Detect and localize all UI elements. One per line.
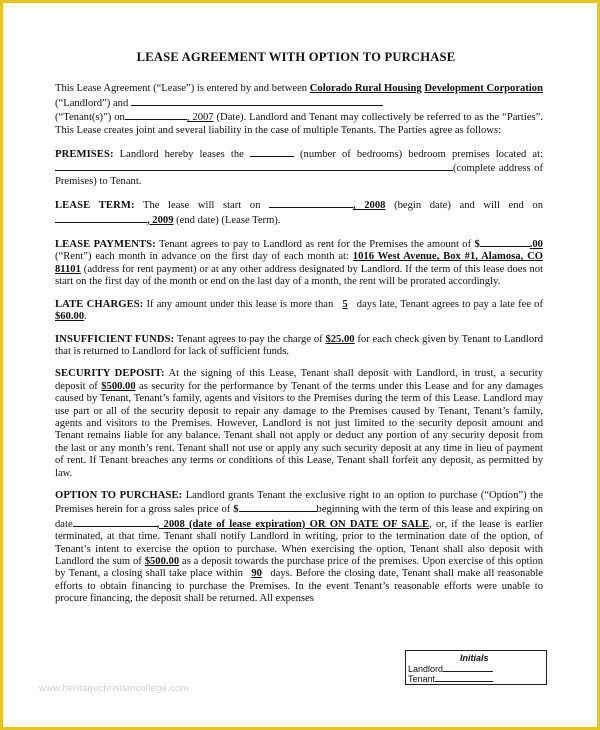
intro-text-5: (Date). Landlord and Tenant may collectively be referred to as the “Parties”. This Lease creates joint and several liability in the case of multiple Tenants. The Parties agree as follows:	[55, 112, 543, 136]
lease-payments-text-1: Tenant agrees to pay to Landlord as rent for the Premises the amount of	[155, 239, 475, 251]
lease-payments-text-2: (“Rent”) each month in advance on the first day of each month at:	[55, 251, 353, 263]
option-text-6: as a deposit towards the purchase price of the premises. Upon exercise of this option by Tenant, a closing shall take place within	[55, 556, 543, 580]
security-deposit-heading: SECURITY DEPOSIT:	[55, 368, 165, 380]
landlord-name-1: Colorado Rural Housing	[309, 83, 422, 95]
late-days: 5	[342, 298, 348, 310]
premises-address-blank[interactable]	[55, 161, 453, 171]
nsf-charge: $25.00	[325, 333, 355, 345]
landlord-initials-label: Landlord	[408, 664, 444, 674]
insufficient-funds-heading: INSUFFICIENT FUNDS:	[55, 333, 175, 345]
late-charges-text-1: If any amount under this lease is more than	[143, 298, 337, 310]
lease-term-heading: LEASE TERM:	[55, 200, 135, 212]
bedrooms-blank[interactable]	[250, 147, 294, 157]
lease-term-paragraph	[55, 198, 543, 227]
lease-body	[55, 51, 543, 616]
intro-text-1: This Lease Agreement (“Lease”) is entered by and between	[55, 83, 310, 95]
lease-term-text-3: (begin date) and will end on	[385, 200, 544, 212]
late-charges-text-3: .	[84, 311, 87, 323]
document-page	[3, 3, 597, 727]
landlord-initials-field[interactable]	[443, 663, 493, 672]
option-dollar-sign: $	[233, 504, 239, 516]
option-expiration: , 2008 (date of lease expiration)	[156, 518, 306, 530]
security-deposit-text-1: At the signing of this Lease, Tenant shall deposit with Landlord, in trust, a security deposit of	[55, 368, 544, 392]
tenant-name-blank[interactable]	[131, 96, 383, 106]
agreement-date-blank[interactable]	[125, 110, 187, 120]
intro-text-3: (“Tenant(s)”) on	[55, 112, 125, 124]
option-text-5: , or, if the lease is earlier terminated, at that time. Tenant shall notify Landlord in writing, prior to the termination date of the option, of Tenant’s intent to exercise the option to purchase. When exercising the option, Tenant shall also deposit with Landlord the sum of	[55, 518, 544, 567]
initials-box	[405, 650, 547, 685]
late-fee: $60.00	[55, 311, 85, 323]
premises-paragraph	[55, 147, 543, 188]
tenant-initials-field[interactable]	[435, 673, 493, 682]
rent-cents: .00	[529, 239, 543, 251]
insufficient-funds-text-1: Tenant agrees to pay the charge of	[174, 333, 326, 345]
option-text-7: days. Before the closing date, Tenant shall make all reasonable efforts to obtain financing to purchase the Premises. In the event Tenant’s reasonable efforts were unable to procure financing, the deposit shall be returned. All expenses	[55, 568, 543, 605]
premises-text-1: Landlord hereby leases the	[113, 149, 250, 161]
premises-heading: PREMISES:	[55, 149, 114, 161]
start-date-blank[interactable]	[269, 198, 353, 208]
site-watermark: www.heritagechristiancollege.com	[39, 683, 189, 694]
agreement-year: , 2007	[186, 112, 214, 124]
option-date-of-sale: OR ON DATE OF SALE	[305, 518, 430, 530]
start-year: , 2008	[353, 200, 386, 212]
lease-term-text-1: The lease will start on	[134, 200, 269, 212]
late-charges-paragraph	[55, 299, 543, 324]
late-charges-heading: LATE CHARGES:	[55, 298, 144, 310]
tenant-initials-row	[408, 673, 493, 684]
intro-text-2: (“Landlord”) and	[55, 97, 131, 109]
end-date-blank[interactable]	[55, 213, 147, 223]
rent-amount-blank[interactable]	[480, 237, 530, 247]
end-year: , 2009	[147, 214, 174, 226]
option-text-1: Landlord grants Tenant the exclusive right to an option to purchase (“Option”) the Premises herein for a gross sales price of	[55, 489, 543, 516]
security-deposit-amount: $500.00	[101, 380, 136, 392]
option-heading: OPTION TO PURCHASE:	[55, 489, 183, 501]
rent-payment-address: 1016 West Avenue, Box #1, Alamosa, CO 81101	[55, 251, 543, 275]
lease-payments-paragraph	[55, 237, 543, 289]
lease-payments-text-3: (address for rent payment) or at any other address designated by Landlord. If the term of this lease does not start on the first day of the month or end on the last day of a month, the rent will be prorated accordingly.	[55, 263, 543, 288]
closing-days: 90	[251, 568, 262, 580]
sales-price-blank[interactable]	[239, 502, 317, 512]
insufficient-funds-text-2: for each check given by Tenant to Landlord that is returned to Landlord for lack of sufficient funds.	[55, 333, 543, 357]
initials-heading: Initials	[460, 653, 489, 663]
late-charges-text-2: days late, Tenant agrees to pay a late fee of	[353, 298, 543, 310]
lease-term-text-5: (end date) (Lease Term).	[173, 214, 281, 226]
document-title: LEASE AGREEMENT WITH OPTION TO PURCHASE	[136, 50, 456, 64]
option-text-2: beginning with the term of this lease and expiring on date	[55, 504, 543, 530]
option-to-purchase-paragraph	[55, 490, 543, 606]
premises-text-2: (number of bedrooms) bedroom premises located at:	[293, 149, 543, 161]
security-deposit-paragraph	[55, 368, 543, 480]
intro-paragraph	[55, 83, 543, 137]
premises-text-3: (complete address of Premises) to Tenant.	[55, 163, 543, 187]
security-deposit-text-2: as security for the performance by Tenant of the terms under this Lease and for any damages caused by Tenant, Tenant’s family, agents and visitors to the Premises during the term of this Lease. Landlord may use part or all of the security deposit to repair any damage to the Premises caused by Tenant, Tenant’s family, agents and visitors to the Premises. However, Landlord is not just limited to the security deposit amount and Tenant remains liable for any balance. Tenant shall not apply or deduct any portion of any security deposit from the last or any month’s rent. Tenant shall not use or apply any such security deposit at any time in lieu of payment of rent. If Tenant breaches any terms or conditions of this Lease, Tenant shall forfeit any deposit, as permitted by law.	[55, 380, 543, 479]
expiration-date-blank[interactable]	[73, 517, 157, 527]
option-deposit: $500.00	[144, 556, 180, 567]
tenant-initials-label: Tenant	[408, 674, 436, 684]
landlord-name-2: Development Corporation	[424, 83, 543, 95]
insufficient-funds-paragraph	[55, 334, 543, 359]
lease-payments-heading: LEASE PAYMENTS:	[55, 239, 156, 251]
rent-dollar-sign: $	[474, 239, 480, 251]
